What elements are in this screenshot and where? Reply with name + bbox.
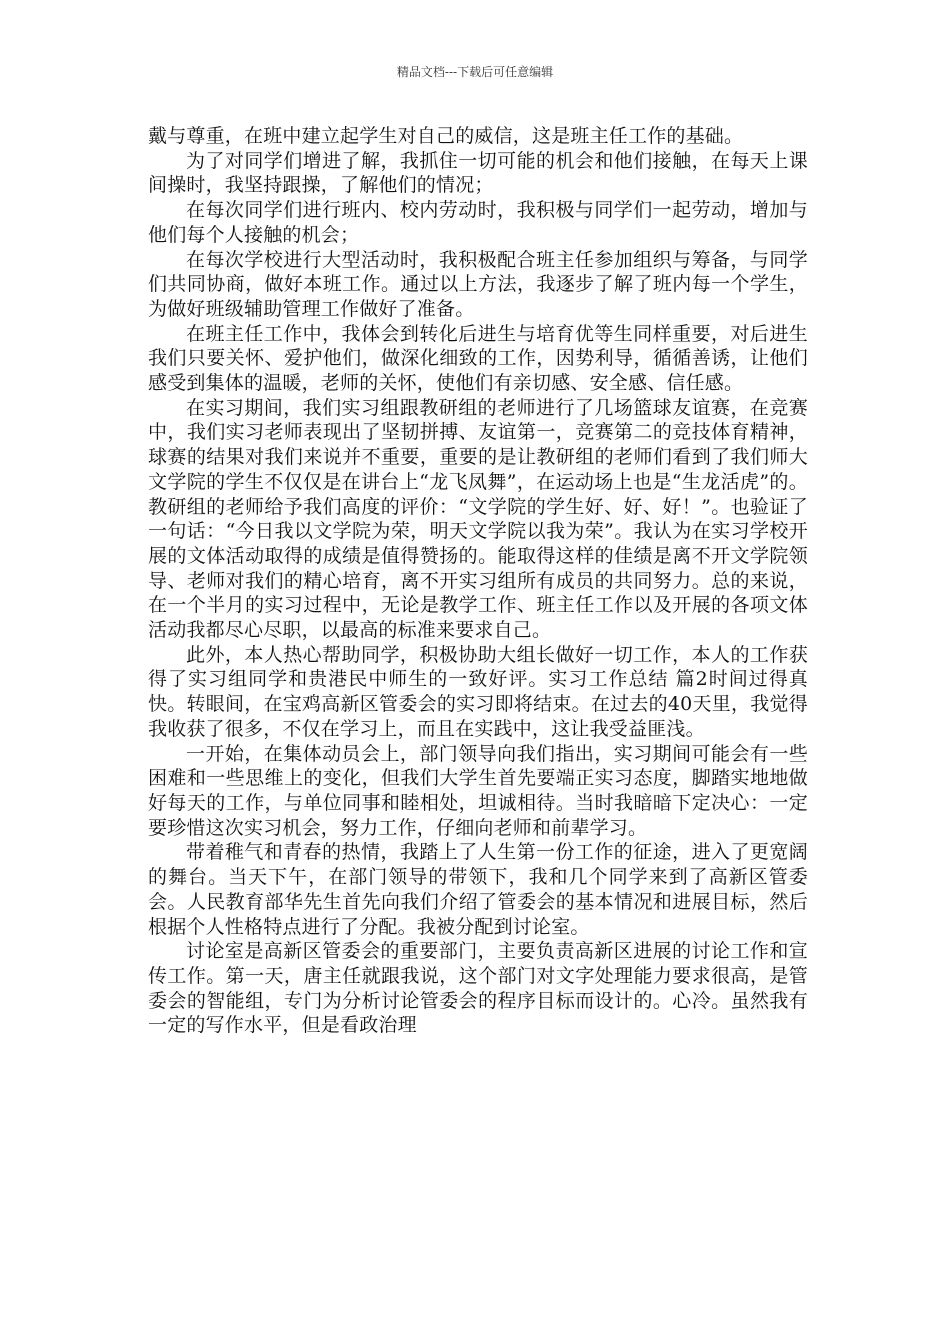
paragraph-9: 带着稚气和青春的热情，我踏上了人生第一份工作的征途，进入了更宽阔的舞台。当天下午，在部门领导的带领下，我和几个同学来到了高新区管委会。人民教育部华先生首先向我们介绍了管委会的基本情况和进展目标，然后根据个人性格特点进行了分配。我被分配到讨论室。 bbox=[148, 841, 808, 938]
document-body bbox=[148, 124, 808, 1038]
paragraph-7: 此外，本人热心帮助同学，积极协助大组长做好一切工作，本人的工作获得了实习组同学和贵港民中师生的一致好评。实习工作总结 篇2时间过得真快。转眼间，在宝鸡高新区管委会的实习即将结束。在过去的40天里，我觉得我收获了很多，不仅在学习上，而且在实践中，这让我受益匪浅。 bbox=[148, 643, 808, 740]
paragraph-8: 一开始，在集体动员会上，部门领导向我们指出，实习期间可能会有一些困难和一些思维上的变化，但我们大学生首先要端正实习态度，脚踏实地地做好每天的工作，与单位同事和睦相处，坦诚相待。当时我暗暗下定决心：一定要珍惜这次实习机会，努力工作，仔细向老师和前辈学习。 bbox=[148, 742, 808, 839]
paragraph-3: 在每次同学们进行班内、校内劳动时，我积极与同学们一起劳动，增加与他们每个人接触的机会； bbox=[148, 199, 808, 246]
paragraph-5: 在班主任工作中，我体会到转化后进生与培育优等生同样重要，对后进生我们只要关怀、爱护他们，做深化细致的工作，因势利导，循循善诱，让他们感受到集体的温暖，老师的关怀，使他们有亲切感、安全感、信任感。 bbox=[148, 322, 808, 395]
page-header: 精品文档---下载后可任意编辑 bbox=[396, 65, 554, 79]
paragraph-6: 在实习期间，我们实习组跟教研组的老师进行了几场篮球友谊赛，在竞赛中，我们实习老师表现出了坚韧拼搏、友谊第一，竞赛第二的竞技体育精神，球赛的结果对我们来说并不重要，重要的是让教研组的老师们看到了我们师大文学院的学生不仅仅是在讲台上“龙飞凤舞”，在运动场上也是“生龙活虎”的。教研组的老师给予我们高度的评价：“文学院的学生好、好、好！”。也验证了一句话：“今日我以文学院为荣，明天文学院以我为荣”。我认为在实习学校开展的文体活动取得的成绩是值得赞扬的。能取得这样的佳绩是离不开文学院领导、老师对我们的精心培育，离不开实习组所有成员的共同努力。总的来说，在一个半月的实习过程中，无论是教学工作、班主任工作以及开展的各项文体活动我都尽心尽职，以最高的标准来要求自己。 bbox=[148, 396, 808, 642]
paragraph-1: 戴与尊重，在班中建立起学生对自己的威信，这是班主任工作的基础。 bbox=[148, 125, 744, 147]
paragraph-2: 为了对同学们增进了解，我抓住一切可能的机会和他们接触，在每天上课间操时，我坚持跟操，了解他们的情况； bbox=[148, 149, 808, 197]
paragraph-10: 讨论室是高新区管委会的重要部门，主要负责高新区进展的讨论工作和宣传工作。第一天，唐主任就跟我说，这个部门对文字处理能力要求很高，是管委会的智能组，专门为分析讨论管委会的程序目标而设计的。心冷。虽然我有一定的写作水平，但是看政治理 bbox=[148, 940, 808, 1037]
paragraph-4: 在每次学校进行大型活动时，我积极配合班主任参加组织与筹备，与同学们共同协商，做好本班工作。通过以上方法，我逐步了解了班内每一个学生，为做好班级辅助管理工作做好了准备。 bbox=[148, 248, 808, 320]
